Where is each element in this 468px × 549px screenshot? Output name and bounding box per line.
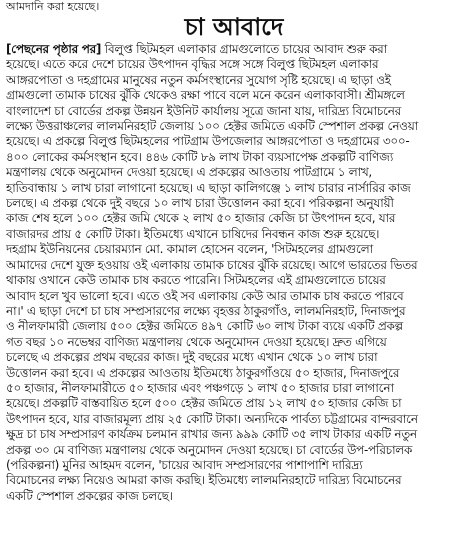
article-line: গত বছর ১০ নভেম্বর বাণিজ্য মন্ত্রণালয় থেকে অনুমোদন দেওয়া হয়েছে। দ্রুত এগিয়ে xyxy=(6,334,387,349)
article-line-text: বিলুপ্ত ছিটমহল এলাকার গ্রামগুলোতে চায়ের আবাদ শুরু করা xyxy=(101,42,387,56)
previous-article-tail: আমদানি করা হয়েছে। xyxy=(6,0,100,13)
article-line: বিমোচনের লক্ষ্য নিয়েও আমরা কাজ করছি। ইতিমধ্যে লালমনিরহাটে দারিদ্র্য বিমোচনের xyxy=(6,473,402,488)
article-line: ক্ষুদ্র চা চাষ সম্প্রসারণ কার্যক্রম চলমান রাখার জন্য ৯৯৯ কোটি ৩৫ লাখ টাকার একটি নতুন xyxy=(6,427,417,442)
article-line: (পরিকল্পনা) মুনির আহমদ বলেন, 'চায়ের আবাদ সম্প্রসারণের পাশাপাশি দারিদ্র্য xyxy=(6,457,363,472)
article-line: চলছে। এ প্রকল্প থেকে দুই বছরে ১০ লাখ চারা উত্তোলন করা হবে। পরিকল্পনা অনুযায়ী xyxy=(6,196,394,211)
article-line: আবাদ হলে খুব ভালো হবে। এতে ওই সব এলাকায় কেউ আর তামাক চাষ করতে পারবে xyxy=(6,288,404,303)
article-line: আঙ্গরপোতা ও দহগ্রামের মানুষের নতুন কর্মসংস্থানের সুযোগ সৃষ্টি হয়েছে। এ ছাড়া ওই xyxy=(6,72,391,87)
article-line: হাতিবান্ধায় ১ লাখ চারা লাগানো হয়েছে। এ ছাড়া কালিগঞ্জে ১ লাখ চারার নার্সারির কাজ xyxy=(6,180,411,195)
article-line xyxy=(6,42,462,57)
article-line: আমাদের দেশে যুক্ত হওয়ায় ওই এলাকায় তামাক চাষের ঝুঁকি রয়েছে। আগে ভারতের ভিতর xyxy=(6,257,418,272)
article-line: ৫০ হাজার, নীলফামারীতে ৫০ হাজার এবং পঞ্চগড়ে ১ লাখ ৫০ হাজার চারা লাগানো xyxy=(6,380,394,395)
article-line: প্রকল্প ৩০ মে বাণিজ্য মন্ত্রণালয় থেকে অনুমোদন দেওয়া হয়েছে। চা বোর্ডের উপ-পরিচালক xyxy=(6,442,413,457)
article-line: হয়েছে। এতে করে দেশে চায়ের উৎপাদন বৃদ্ধির সঙ্গে সঙ্গে বিলুপ্ত ছিটমহল এলাকার xyxy=(6,57,379,72)
article-body xyxy=(6,42,462,547)
article-line: উত্তোলন করা হবে। এ প্রকল্পের আওতায় ইতিমধ্যে ঠাকুরগাঁওয়ে ৫০ হাজার, দিনাজপুরে xyxy=(6,365,400,380)
article-line: মন্ত্রণালয় থেকে অনুমোদন দেওয়া হয়েছে। এ প্রকল্পের আওতায় পাটগ্রামে ১ লাখ, xyxy=(6,165,372,180)
article-line: একটি স্পেশাল প্রকল্পের কাজ চলছে। xyxy=(6,488,173,503)
article-line: ৪০০ লোকের কর্মসংস্থান হবে। ৪৪৬ কোটি ৮৯ লাখ টাকা ব্যয়সাপেক্ষ প্রকল্পটি বাণিজ্য xyxy=(6,149,394,164)
article-line: লক্ষ্যে উত্তরাঞ্চলের লালমনিরহাট জেলায় ১০০ হেক্টর জমিতে একটি স্পেশাল প্রকল্প নেওয়া xyxy=(6,119,418,134)
continuation-tag: [পেছনের পৃষ্ঠার পর] xyxy=(6,42,102,56)
article-line: বাজারদর প্রায় ৫ কোটি টাকা। ইতিমধ্যে এখানে চাষিদের নিবন্ধন কাজ শুরু হয়েছে। xyxy=(6,226,380,241)
article-line: গ্রামগুলো তামাক চাষের ঝুঁকি থেকেও রক্ষা পাবে বলে মনে করেন এলাকাবাসী। শ্রীমঙ্গলে xyxy=(6,88,405,103)
article-line: হয়েছে। প্রকল্পটি বাস্তবায়িত হলে ৫০০ হেক্টর জমিতে প্রায় ১২ লাখ ৫০ হাজার কেজি চা xyxy=(6,396,402,411)
article-line: না।' এ ছাড়া দেশে চা চাষ সম্প্রসারণের লক্ষ্যে বৃহত্তর ঠাকুরগাঁও, লালমনিরহাট, দিনাজপুর xyxy=(6,303,406,318)
article-line: উৎপাদন হবে, যার বাজারমূল্য প্রায় ২৫ কোটি টাকা। অন্যদিকে পার্বত্য চট্টগ্রামের বান্দরবানে xyxy=(6,411,418,426)
article-headline: চা আবাদে xyxy=(184,12,284,41)
article-line: থাকায় ওখানে কেউ তামাক চাষ করতে পারেনি। সিটমহলের এই গ্রামগুলোতে চায়ের xyxy=(6,273,386,288)
article-line: চলেছে এ প্রকল্পের প্রথম বছরের কাজ। দুই বছরের মধ্যে এখান থেকে ১০ লাখ চারা xyxy=(6,350,378,365)
article-line: কাজ শেষ হলে ১০০ হেক্টর জমি থেকে ২ লাখ ৫০ হাজার কেজি চা উৎপাদন হবে, যার xyxy=(6,211,396,226)
article-line: বাংলাদেশ চা বোর্ডের প্রকল্প উন্নয়ন ইউনিট কার্যালয় সূত্রে জানা যায়, দারিদ্র্য বিমোচনের xyxy=(6,103,401,118)
article-line: দহগ্রাম ইউনিয়নের চেয়ারম্যান মো. কামাল হোসেন বলেন, 'সিটমহলের গ্রামগুলো xyxy=(6,242,373,257)
article-line: ও নীলফামারী জেলায় ৫০০ হেক্টর জমিতে ৪৯৭ কোটি ৬০ লাখ টাকা ব্যয়ে একটি প্রকল্প xyxy=(6,319,403,334)
article-line: হয়েছে। এ প্রকল্পে বিলুপ্ত ছিটমহলের পাটগ্রাম উপজেলার আঙ্গরপোতা ও দহগ্রামের ৩০০- xyxy=(6,134,410,149)
